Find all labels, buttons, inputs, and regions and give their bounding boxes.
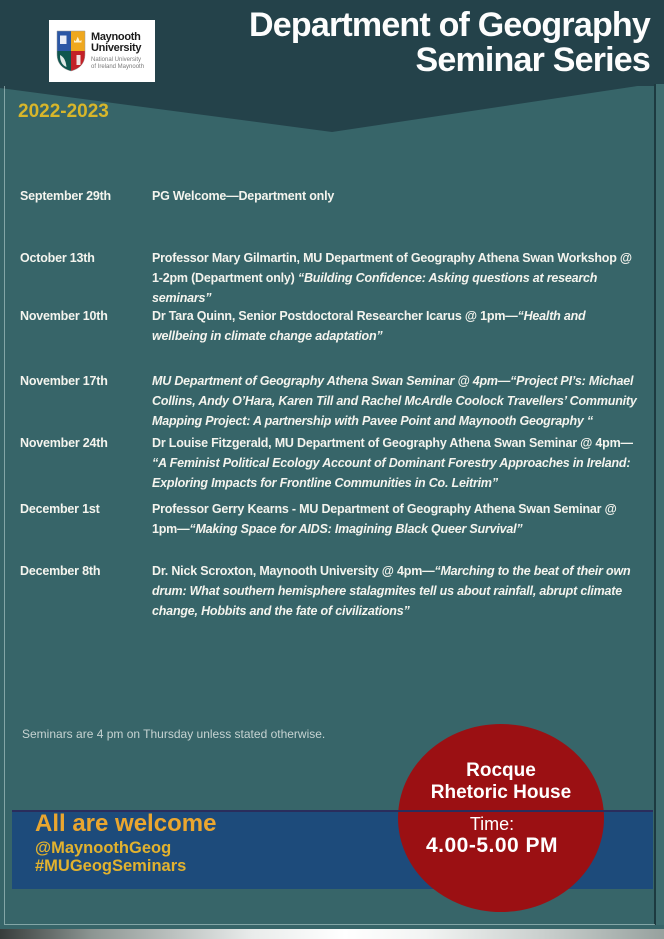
time-value: 4.00-5.00 PM (425, 834, 559, 857)
poster-title (249, 8, 650, 78)
seminar-description (152, 186, 638, 206)
university-logo (49, 20, 155, 82)
seminar-date: November 17th (20, 374, 108, 388)
seminar-date: November 10th (20, 309, 108, 323)
schedule-row (20, 306, 638, 346)
seminar-description (152, 433, 638, 493)
seminar-description (152, 306, 638, 346)
logo-sub-line1: National University (91, 56, 142, 63)
seminar-title-quote: “A Feminist Political Ecology Account of Dominant Forestry Approaches in Ireland: Exploring Impacts for Frontline Communities in Co. Leitrim” (152, 456, 631, 490)
schedule-row (20, 186, 638, 206)
seminar-title-quote: “Making Space for AIDS: Imagining Black Queer Survival” (189, 522, 523, 536)
schedule-row (20, 561, 638, 621)
logo-name-line2: University (91, 42, 142, 54)
seminar-speaker-info: Professor Mary Gilmartin, MU Department of Geography Athena Swan Workshop @ 1-2pm (Department only) (152, 251, 632, 285)
frame-left-border (4, 86, 5, 924)
seminar-description (152, 499, 638, 539)
frame-right-strip (656, 84, 664, 925)
season-label: 2022-2023 (18, 101, 109, 122)
schedule-row (20, 371, 638, 431)
seminar-hashtag: #MUGeogSeminars (35, 856, 187, 875)
seminar-description (152, 561, 638, 621)
seminar-title-quote: “Marching to the beat of their own drum: What southern hemisphere stalagmites tell us about rainfall, abrupt climate change, Hobbits and the fate of civilizations” (152, 564, 631, 618)
seminar-title-quote: “Health and wellbeing in climate change adaptation” (152, 309, 586, 343)
seminar-date: December 8th (20, 564, 101, 578)
schedule-note: Seminars are 4 pm on Thursday unless stated otherwise. (22, 727, 326, 741)
twitter-handle: @MaynoothGeog (35, 839, 172, 857)
seminar-description (152, 248, 638, 308)
venue-time (392, 814, 592, 858)
poster-title-line2: Seminar Series (415, 41, 650, 79)
seminar-speaker-info: Dr Louise Fitzgerald, MU Department of Geography Athena Swan Seminar @ 4pm— (152, 436, 633, 450)
seminar-description (152, 371, 638, 431)
university-crest-icon (56, 29, 86, 73)
seminar-title-quote: “Building Confidence: Asking questions at research seminars” (152, 271, 598, 305)
seminar-speaker-info: Professor Gerry Kearns - MU Department of Geography Athena Swan Seminar @ 1pm— (152, 502, 617, 536)
venue-name (398, 760, 604, 804)
seminar-date: October 13th (20, 251, 95, 265)
venue-name-line2: Rhetoric House (430, 782, 572, 803)
welcome-text: All are welcome (35, 810, 217, 837)
seminar-date: December 1st (20, 502, 100, 516)
logo-sub-line2: of Ireland Maynooth (91, 63, 145, 70)
venue-name-line1: Rocque (466, 760, 536, 781)
seminar-speaker-info: Dr Tara Quinn, Senior Postdoctoral Researcher Icarus @ 1pm— (152, 309, 518, 323)
schedule-row (20, 433, 638, 493)
poster-header (0, 0, 664, 86)
schedule-row (20, 248, 638, 308)
seminar-title-quote: MU Department of Geography Athena Swan Seminar @ 4pm—“Project PI’s: Michael Collins, Andy O’Hara, Karen Till and Rachel McArdle Coolock Travellers’ Community Mapping Project: A partnership with Pavee Point and Maynooth Geography “ (152, 374, 637, 428)
university-logo-text (91, 32, 144, 71)
schedule-row (20, 499, 638, 539)
frame-bottom-border (4, 924, 655, 925)
bottom-edge-strip (0, 929, 664, 939)
frame-right-border (654, 84, 656, 925)
social-handles (35, 840, 186, 875)
seminar-date: September 29th (20, 189, 111, 203)
time-label: Time: (469, 814, 515, 834)
poster-title-line1: Department of Geography (249, 6, 650, 44)
logo-name-line1: Maynooth (91, 30, 141, 43)
seminar-date: November 24th (20, 436, 108, 450)
seminar-speaker-info: PG Welcome—Department only (152, 189, 335, 203)
seminar-speaker-info: Dr. Nick Scroxton, Maynooth University @ 4pm— (152, 564, 435, 578)
